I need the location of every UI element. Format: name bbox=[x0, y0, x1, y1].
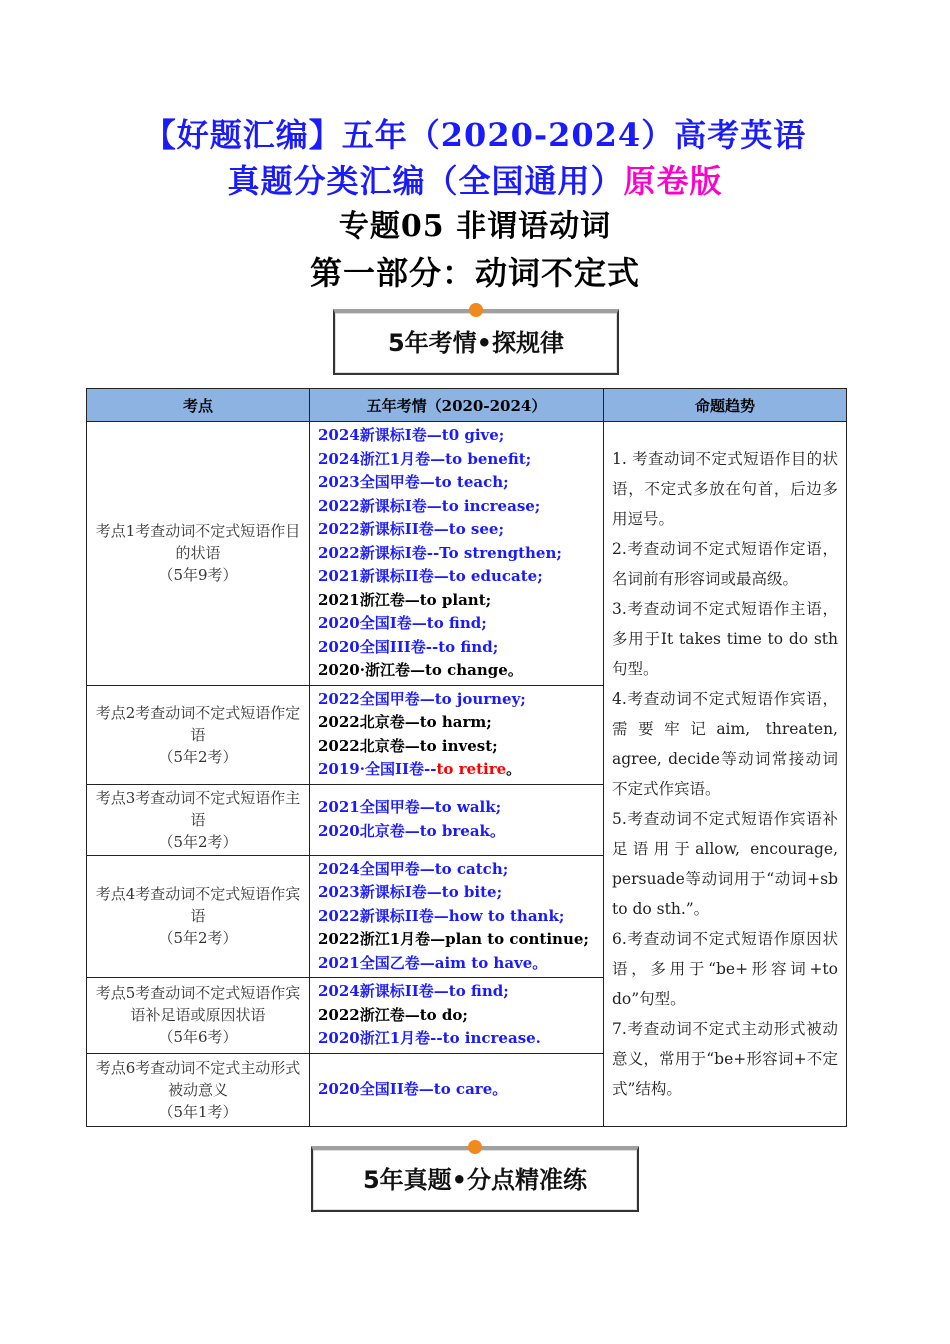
kaodian-title: 考点1考查动词不定式短语作目的状语 bbox=[95, 522, 301, 563]
trend-paragraph: 2.考查动词不定式短语作定语，名词前有形容词或最高级。 bbox=[612, 539, 838, 588]
kaodian-cell bbox=[87, 685, 310, 784]
exam-item bbox=[318, 659, 595, 683]
exam-item bbox=[318, 1078, 595, 1102]
exam-item-text: 2019·全国II卷-- bbox=[318, 760, 437, 778]
kaodian-cell bbox=[87, 978, 310, 1054]
exam-item-text: 2024新课标I卷—t0 give; bbox=[318, 426, 505, 444]
exam-item bbox=[318, 1004, 595, 1028]
practice-banner bbox=[311, 1146, 639, 1212]
header-kaodian: 考点 bbox=[87, 389, 310, 422]
exam-items-cell bbox=[310, 422, 604, 686]
exam-item bbox=[318, 518, 595, 542]
title-edition-label: 原卷版 bbox=[623, 162, 723, 200]
exam-item bbox=[318, 928, 595, 952]
exam-item bbox=[318, 820, 595, 844]
exam-item-text: 2020全国II卷—to care。 bbox=[318, 1079, 508, 1098]
exam-item bbox=[318, 688, 595, 712]
exam-item-end: 。 bbox=[506, 760, 522, 778]
trend-paragraph: 3.考查动词不定式短语作主语，多用于It takes time to do sth句型。 bbox=[612, 599, 838, 678]
header-trend: 命题趋势 bbox=[604, 389, 847, 422]
exam-item-highlight: to retire bbox=[436, 760, 507, 778]
trend-cell bbox=[604, 422, 847, 1127]
exam-item bbox=[318, 905, 595, 929]
exam-item-text: 2020北京卷—to break。 bbox=[318, 821, 505, 840]
exam-item-text: 2021浙江卷—to plant; bbox=[318, 590, 492, 609]
kaodian-count: （5年2考） bbox=[158, 747, 238, 766]
exam-analysis-table bbox=[86, 388, 847, 1127]
kaodian-count: （5年2考） bbox=[158, 929, 238, 948]
exam-item-text: 2021新课标II卷—to educate; bbox=[318, 567, 543, 585]
exam-items-cell bbox=[310, 1053, 604, 1126]
exam-item bbox=[318, 542, 595, 566]
exam-item-text: 2024全国甲卷—to catch; bbox=[318, 859, 509, 878]
kaodian-cell bbox=[87, 784, 310, 855]
exam-item-text: 2023全国甲卷—to teach; bbox=[318, 473, 509, 491]
exam-trend-banner bbox=[333, 309, 619, 375]
exam-item bbox=[318, 980, 595, 1004]
exam-item bbox=[318, 858, 595, 882]
exam-item bbox=[318, 758, 595, 782]
trend-paragraph: 5.考查动词不定式短语作宾语补足语用于allow, encourage, persuade等动词用于“动词+sb to do sth.”。 bbox=[612, 809, 838, 918]
exam-item-text: 2022新课标I卷--To strengthen; bbox=[318, 543, 562, 562]
banner-dot-icon bbox=[468, 1140, 482, 1154]
exam-item bbox=[318, 495, 595, 519]
topic-title: 专题05 非谓语动词 bbox=[338, 209, 612, 244]
exam-item-text: 2022北京卷—to harm; bbox=[318, 713, 492, 731]
kaodian-title: 考点5考查动词不定式短语作宾语补足语或原因状语 bbox=[95, 984, 301, 1025]
exam-item-text: 2024浙江1月卷—to benefit; bbox=[318, 449, 532, 468]
exam-item-text: 2024新课标II卷—to find; bbox=[318, 982, 509, 1000]
exam-item bbox=[318, 565, 595, 589]
exam-item bbox=[318, 1027, 595, 1051]
kaodian-title: 考点3考查动词不定式短语作主语 bbox=[95, 788, 301, 829]
kaodian-title: 考点6考查动词不定式主动形式被动意义 bbox=[95, 1058, 301, 1099]
kaodian-count: （5年6考） bbox=[158, 1028, 238, 1047]
kaodian-title: 考点2考查动词不定式短语作定语 bbox=[95, 703, 301, 744]
exam-items-cell bbox=[310, 855, 604, 978]
exam-item bbox=[318, 711, 595, 735]
exam-item-text: 2022新课标II卷—how to thank; bbox=[318, 906, 565, 925]
kaodian-count: （5年9考） bbox=[158, 566, 238, 585]
document-title bbox=[0, 112, 950, 296]
trend-paragraph: 6.考查动词不定式短语作原因状语，多用于“be+形容词+to do”句型。 bbox=[612, 929, 838, 1008]
exam-item-text: 2020全国III卷--to find; bbox=[318, 637, 499, 656]
exam-item bbox=[318, 952, 595, 976]
exam-items-cell bbox=[310, 784, 604, 855]
title-line-1: 【好题汇编】五年（2020-2024）高考英语 bbox=[143, 116, 807, 154]
exam-item-text: 2022浙江1月卷—plan to continue; bbox=[318, 930, 589, 948]
exam-item bbox=[318, 612, 595, 636]
trend-paragraph: 1. 考查动词不定式短语作目的状语，不定式多放在句首，后边多用逗号。 bbox=[612, 449, 838, 528]
title-line-2-main: 真题分类汇编（全国通用） bbox=[227, 162, 624, 200]
exam-item bbox=[318, 881, 595, 905]
table-row bbox=[87, 422, 847, 686]
exam-item-text: 2023新课标I卷—to bite; bbox=[318, 883, 503, 901]
kaodian-cell bbox=[87, 422, 310, 686]
title-line-2 bbox=[0, 158, 950, 204]
kaodian-count: （5年1考） bbox=[158, 1102, 238, 1121]
exam-item-text: 2022新课标II卷—to see; bbox=[318, 520, 505, 538]
header-five-year: 五年考情（2020-2024） bbox=[310, 389, 604, 422]
exam-item-text: 2022新课标I卷—to increase; bbox=[318, 496, 541, 515]
exam-item bbox=[318, 735, 595, 759]
exam-item-text: 2020浙江1月卷--to increase. bbox=[318, 1029, 541, 1047]
exam-item-text: 2020·浙江卷—to change。 bbox=[318, 661, 523, 679]
exam-item-text: 2022浙江卷—to do; bbox=[318, 1005, 468, 1024]
exam-item-text: 2020全国I卷—to find; bbox=[318, 614, 487, 632]
exam-trend-banner-label: 5年考情•探规律 bbox=[387, 329, 565, 357]
exam-item bbox=[318, 796, 595, 820]
exam-item-text: 2021全国乙卷—aim to have。 bbox=[318, 953, 548, 972]
exam-items-cell bbox=[310, 685, 604, 784]
trend-paragraph: 7.考查动词不定式主动形式被动意义，常用于“be+形容词+不定式”结构。 bbox=[612, 1019, 838, 1098]
trend-paragraph: 4.考查动词不定式短语作宾语，需要牢记aim, threaten, agree, decide等动词常接动词不定式作宾语。 bbox=[612, 689, 838, 798]
exam-item bbox=[318, 636, 595, 660]
kaodian-title: 考点4考查动词不定式短语作宾语 bbox=[95, 885, 301, 926]
exam-item-text: 2022北京卷—to invest; bbox=[318, 736, 498, 755]
table-header-row bbox=[87, 389, 847, 422]
exam-item bbox=[318, 471, 595, 495]
exam-item-text: 2022全国甲卷—to journey; bbox=[318, 689, 526, 708]
exam-item-text: 2021全国甲卷—to walk; bbox=[318, 798, 502, 816]
exam-item bbox=[318, 448, 595, 472]
banner-dot-icon bbox=[469, 303, 483, 317]
section-title: 第一部分：动词不定式 bbox=[309, 254, 640, 292]
kaodian-cell bbox=[87, 1053, 310, 1126]
exam-item bbox=[318, 589, 595, 613]
practice-banner-label: 5年真题•分点精准练 bbox=[362, 1166, 588, 1194]
exam-items-cell bbox=[310, 978, 604, 1054]
kaodian-cell bbox=[87, 855, 310, 978]
exam-item bbox=[318, 424, 595, 448]
kaodian-count: （5年2考） bbox=[158, 832, 238, 851]
